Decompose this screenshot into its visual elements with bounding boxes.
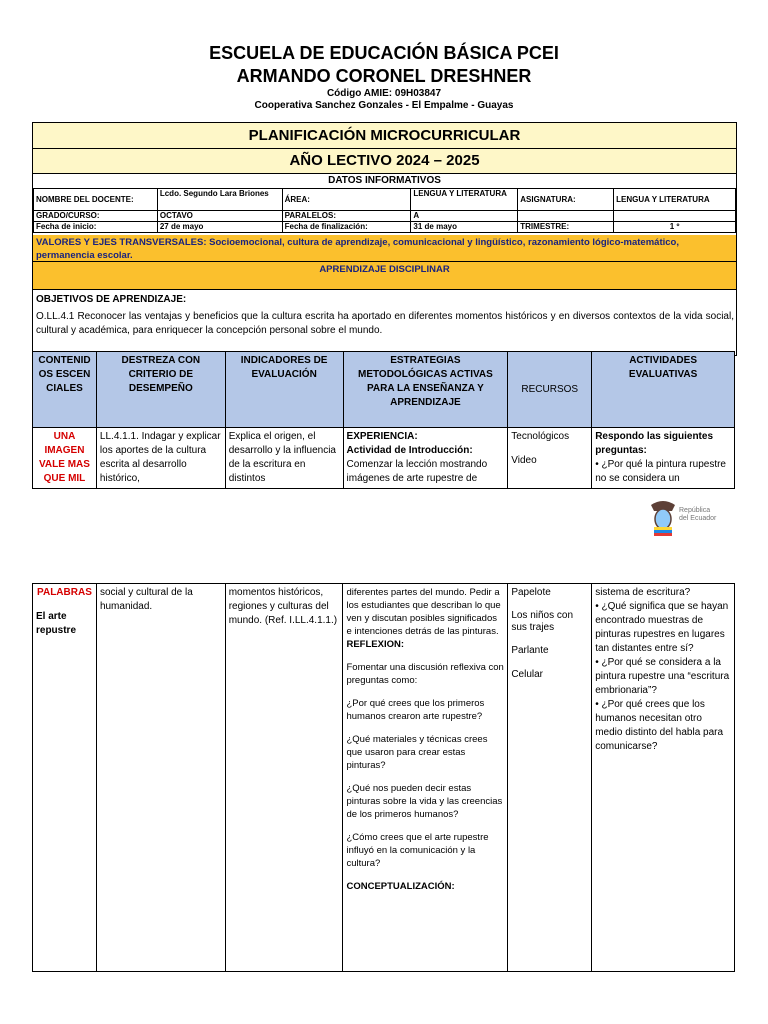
recursos-row2 [508,584,592,972]
logo-line2: del Ecuador [679,515,717,522]
question-3: ¿Qué nos pueden decir estas pinturas sobre la vida y las creencias de los primeros humanos? [346,783,503,820]
question-4: ¿Cómo crees que el arte rupestre influyó en la comunicación y la cultura? [346,832,489,869]
reflexion-label: REFLEXION: [346,639,405,650]
amie-code: Código AMIE: 09H03847 [326,88,442,99]
empty-cell [518,211,614,222]
area-label: ÁREA: [282,189,411,211]
recurso-parlante: Parlante [511,645,549,656]
docente-value: Lcdo. Segundo Lara Briones [157,189,282,211]
estrategia-text: Comenzar la lección mostrando imágenes de arte rupestre de [346,459,488,484]
contenido-row2 [33,584,97,972]
paralelos-value: A [411,211,518,222]
paralelos-label: PARALELOS: [282,211,411,222]
col-recursos: RECURSOS [508,352,592,428]
recurso-papelote: Papelote [511,587,551,598]
inicio-value: 27 de mayo [157,222,282,233]
valores-ejes: VALORES Y EJES TRANSVERSALES: Socioemocional, cultura de aprendizaje, comunicacional y lingüístico, razonamiento lógico-matemático, permanencia escolar. [33,235,736,262]
planning-title: PLANIFICACIÓN MICROCURRICULAR [33,123,736,149]
indicador-row2: momentos históricos, regiones y culturas del mundo. (Ref. I.LL.4.1.1.) [225,584,343,972]
estrategia-row2 [343,584,508,972]
estrategia-row1 [343,428,508,489]
col-contenidos: CONTENIDOS ESCENCIALES [33,352,97,428]
objetivos-title: OBJETIVOS DE APRENDIZAJE: [36,294,187,305]
school-name-line1: ESCUELA DE EDUCACIÓN BÁSICA PCEI [209,43,559,63]
conceptualizacion-label: CONCEPTUALIZACIÓN: [346,881,455,892]
area-value: LENGUA Y LITERATURA [411,189,518,211]
col-indicadores: INDICADORES DE EVALUACIÓN [225,352,343,428]
school-year: AÑO LECTIVO 2024 – 2025 [33,149,736,174]
estrategia-cont: diferentes partes del mundo. Pedir a los estudiantes que describan lo que ven y discutan posibles significados e intenciones detrás de las pinturas. [346,587,501,637]
fin-label: Fecha de finalización: [282,222,411,233]
logo-text [679,507,716,523]
asignatura-value: LENGUA Y LITERATURA [614,189,736,211]
actividades-text: • ¿Por qué la pintura rupestre no se considera un [595,459,726,484]
recurso-tecnologicos: Tecnológicos [511,431,570,442]
col-estrategias: ESTRATEGIAS METODOLÓGICAS ACTIVAS PARA LA ENSEÑANZA Y APRENDIZAJE [343,352,508,428]
col-actividades: ACTIVIDADES EVALUATIVAS [592,352,735,428]
empty-cell [614,211,736,222]
inicio-label: Fecha de inicio: [34,222,158,233]
recursos-row1 [508,428,592,489]
school-location: Cooperativa Sanchez Gonzales - El Empalme - Guayas [254,100,514,111]
contenido-arte: El arte repustre [36,611,77,636]
actividades-row1 [592,428,735,489]
introduccion-label: Actividad de Introducción: [346,445,473,456]
plan-table-page2 [32,583,735,972]
trimestre-value: 1 º [614,222,736,233]
recurso-celular: Celular [511,669,543,680]
reflexion-text: Fomentar una discusión reflexiva con preguntas como: [346,662,504,686]
datos-informativos-heading: DATOS INFORMATIVOS [33,174,736,189]
docente-label: NOMBRE DEL DOCENTE: [34,189,158,211]
destreza-row1: LL.4.1.1. Indagar y explicar los aportes de la cultura escrita al desarrollo histórico, [96,428,225,489]
destreza-row2: social y cultural de la humanidad. [96,584,225,972]
contenido-palabras: PALABRAS [37,587,92,598]
question-2: ¿Qué materiales y técnicas crees que usaron para crear estas pinturas? [346,734,488,771]
coat-of-arms-icon [648,497,678,537]
info-table [33,188,736,233]
grado-value: OCTAVO [157,211,282,222]
aprendizaje-disciplinar: APRENDIZAJE DISCIPLINAR [33,262,736,290]
experiencia-label: EXPERIENCIA: [346,431,418,442]
plan-table-page1 [32,351,735,489]
trimestre-label: TRIMESTRE: [518,222,614,233]
objetivos-text: O.LL.4.1 Reconocer las ventajas y beneficios que la cultura escrita ha aportado en diferentes momentos históricos y en diversos contextos de la vida social, cultural y académica, para enriquecer la concepción personal sobre el mundo. [36,311,734,336]
grado-label: GRADO/CURSO: [34,211,158,222]
question-1: ¿Por qué crees que los primeros humanos crearon arte rupestre? [346,698,485,722]
school-name-line2: ARMANDO CORONEL DRESHNER [236,66,532,86]
recurso-trajes: Los niños con sus trajes [511,610,574,633]
recurso-video: Video [511,455,537,466]
fin-value: 31 de mayo [411,222,518,233]
logo-line1: República [679,507,711,514]
asignatura-label: ASIGNATURA: [518,189,614,211]
col-destreza: DESTREZA CON CRITERIO DE DESEMPEÑO [96,352,225,428]
indicador-row1: Explica el origen, el desarrollo y la influencia de la escritura en distintos [225,428,343,489]
actividades-row2: sistema de escritura? • ¿Qué significa que se hayan encontrado muestras de pinturas rupestres en lugares tan distantes entre sí? • ¿Por qué se considera a la pintura rupestre una “escritura embrionaria”? • ¿Por qué crees que los humanos necesitan otro medio distinto del habla para comunicarse? [592,584,735,972]
actividades-title: Respondo las siguientes preguntas: [595,431,714,456]
contenido-row1: UNA IMAGEN VALE MAS QUE MIL [33,428,97,489]
